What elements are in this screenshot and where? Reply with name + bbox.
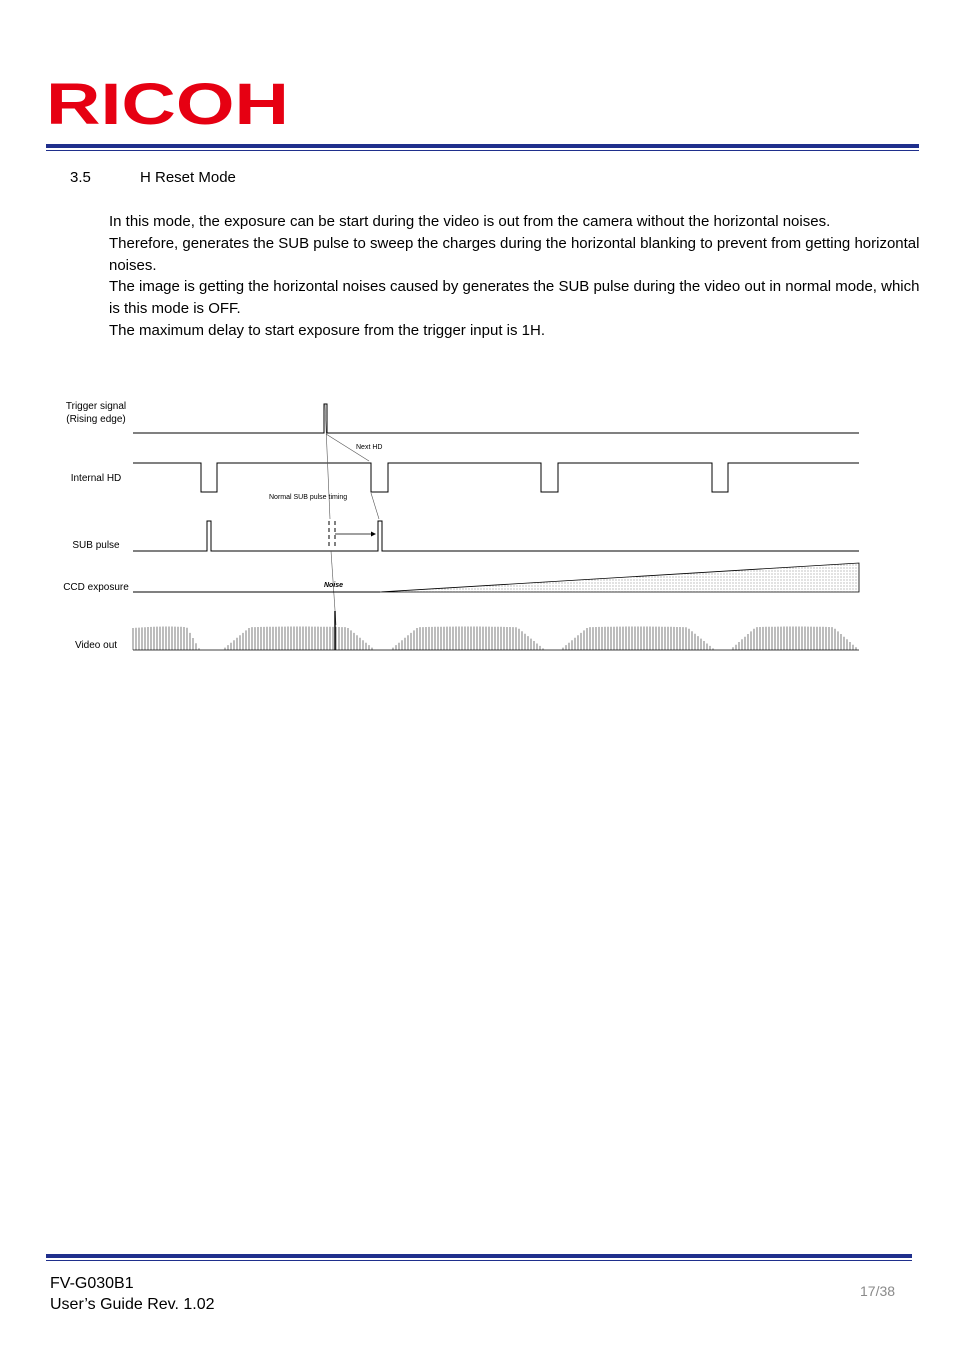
timing-diagram bbox=[0, 390, 954, 670]
paragraph: The image is getting the horizontal noises caused by generates the SUB pulse during the video out in normal mode, which is this mode is OFF. bbox=[109, 278, 920, 318]
noise-annotation: Noise bbox=[324, 582, 344, 589]
trigger-waveform bbox=[133, 404, 859, 433]
next-hd-annotation: Next HD bbox=[356, 444, 383, 451]
ccd-exposure-label: CCD exposure bbox=[63, 582, 129, 593]
video-out-label: Video out bbox=[74, 640, 118, 651]
svg-text:RICOH: RICOH bbox=[46, 78, 289, 128]
header-rule-thin bbox=[46, 150, 919, 151]
body-text bbox=[109, 211, 929, 342]
sub-pulse-waveform bbox=[133, 521, 859, 551]
internal-hd-waveform bbox=[133, 463, 859, 492]
paragraph: The maximum delay to start exposure from the trigger input is 1H. bbox=[109, 321, 546, 339]
delay-arrowhead bbox=[371, 532, 376, 537]
footer-guide: User’s Guide Rev. 1.02 bbox=[50, 1296, 215, 1313]
trigger-label: Trigger signal bbox=[65, 401, 127, 412]
ricoh-logo bbox=[46, 78, 291, 128]
footer-rule bbox=[46, 1254, 912, 1258]
footer-model: FV-G030B1 bbox=[50, 1275, 134, 1292]
section-number: 3.5 bbox=[70, 169, 91, 186]
header-rule bbox=[46, 144, 919, 148]
section-heading bbox=[70, 169, 236, 186]
sub-pulse-label: SUB pulse bbox=[72, 540, 120, 551]
trigger-sublabel: (Rising edge) bbox=[66, 414, 126, 425]
paragraph: In this mode, the exposure can be start during the video is out from the camera without the horizontal noises. bbox=[109, 213, 831, 230]
internal-hd-label: Internal HD bbox=[70, 473, 122, 484]
footer-info bbox=[50, 1273, 215, 1315]
ccd-exposure-ramp bbox=[380, 563, 859, 592]
page-number: 17/38 bbox=[860, 1283, 896, 1299]
nexthd-to-sub-line bbox=[371, 493, 379, 519]
video-out-waveform bbox=[133, 627, 859, 651]
normal-sub-annotation: Normal SUB pulse timing bbox=[269, 494, 348, 501]
section-title: H Reset Mode bbox=[140, 169, 236, 186]
paragraph: Therefore, generates the SUB pulse to sweep the charges during the horizontal blanking to prevent from getting horizontal noises. bbox=[109, 234, 920, 274]
footer-rule-thin bbox=[46, 1260, 912, 1261]
